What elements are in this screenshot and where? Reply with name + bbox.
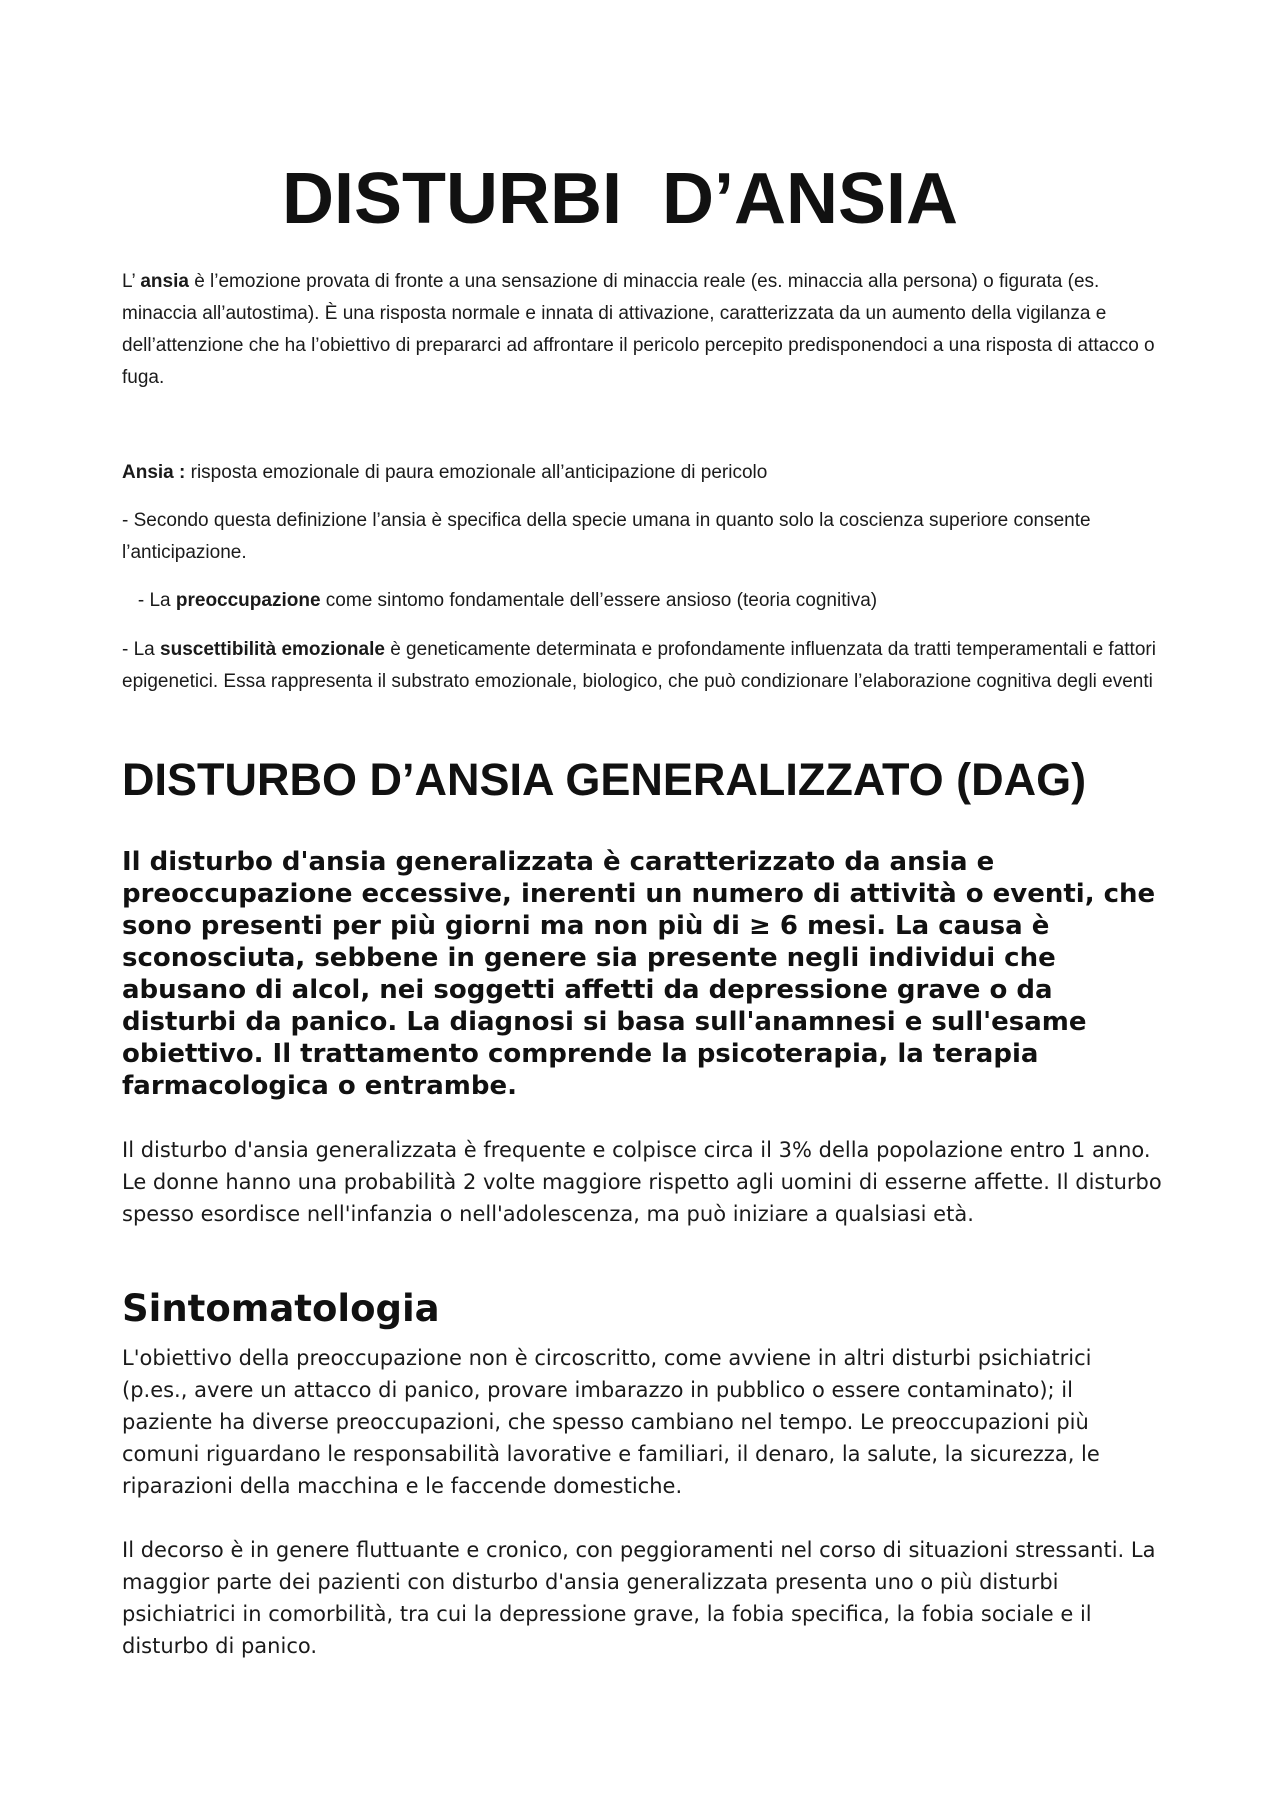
intro-term: ansia — [140, 271, 189, 292]
point-species: - Secondo questa definizione l’ansia è specifica della specie umana in quanto solo la coscienza superiore consente l’anticipazione. — [122, 510, 1091, 563]
dag-epidemiology-paragraph: Il disturbo d'ansia generalizzata è frequente e colpisce circa il 3% della popolazione entro 1 anno. Le donne hanno una probabilità 2 volte maggiore rispetto agli uomini di esserne affette. Il disturbo spesso esordisce nell'infanzia o nell'adolescenza, ma può iniziare a qualsiasi età. — [122, 1138, 1162, 1226]
symptoms-paragraph-1: L'obiettivo della preoccupazione non è circoscritto, come avviene in altri disturbi psichiatrici (p.es., avere un attacco di panico, provare imbarazzo in pubblico o essere contaminato); il paziente ha diverse preoccupazioni, che spesso cambiano nel tempo. Le preoccupazioni più comuni riguardano le responsabilità lavorative e familiari, il denaro, la salute, la sicurezza, le riparazioni della macchina e le faccende domestiche. — [122, 1346, 1100, 1498]
intro-text: è l’emozione provata di fronte a una sensazione di minaccia reale (es. minaccia alla persona) o figurata (es. minaccia all’autostima). È una risposta normale e innata di attivazione, caratterizzata da un aumento della vigilanza e dell’attenzione che ha l’obiettivo di prepararci ad affrontare il pericolo percepito predisponendoci a una risposta di attacco o fuga. — [122, 271, 1155, 388]
point-susceptibility-prefix: - La — [122, 639, 161, 660]
definition-text: risposta emozionale di paura emozionale all’anticipazione di pericolo — [185, 462, 768, 483]
point-susceptibility — [122, 634, 1162, 698]
point-preoccupation — [122, 585, 1162, 617]
document-title: DISTURBI D’ANSIA — [281, 159, 959, 239]
point-preoccupation-prefix: - La — [122, 590, 176, 611]
point-susceptibility-term: suscettibilità emozionale — [160, 639, 385, 660]
symptoms-heading: Sintomatologia — [122, 1287, 440, 1330]
definition-term: Ansia : — [122, 462, 186, 483]
intro-prefix: L’ — [122, 271, 141, 292]
point-preoccupation-term: preoccupazione — [175, 590, 321, 611]
point-susceptibility-text: è geneticamente determinata e profondamente influenzata da tratti temperamentali e fattori epigenetici. Essa rappresenta il substrato emozionale, biologico, che può condizionare l’elaborazione cognitiva degli eventi — [122, 639, 1156, 692]
dag-lead-paragraph: Il disturbo d'ansia generalizzata è caratterizzato da ansia e preoccupazione eccessive, inerenti un numero di attività o eventi, che sono presenti per più giorni ma non più di ≥ 6 mesi. La causa è sconosciuta, sebbene in genere sia presente negli individui che abusano di alcol, nei soggetti affetti da depressione grave o da disturbi da panico. La diagnosi si basa sull'anamnesi e sull'esame obiettivo. Il trattamento comprende la psicoterapia, la terapia farmacologica o entrambe. — [122, 847, 1156, 1101]
definition-paragraph — [122, 457, 1162, 489]
intro-paragraph — [122, 266, 1162, 394]
symptoms-paragraph-2: Il decorso è in genere fluttuante e cronico, con peggioramenti nel corso di situazioni stressanti. La maggior parte dei pazienti con disturbo d'ansia generalizzata presenta uno o più disturbi psichiatrici in comorbilità, tra cui la depressione grave, la fobia specifica, la fobia sociale e il disturbo di panico. — [122, 1538, 1156, 1658]
dag-heading: DISTURBO D’ANSIA GENERALIZZATO (DAG) — [122, 754, 1087, 805]
point-preoccupation-text: come sintomo fondamentale dell’essere ansioso (teoria cognitiva) — [320, 590, 878, 611]
